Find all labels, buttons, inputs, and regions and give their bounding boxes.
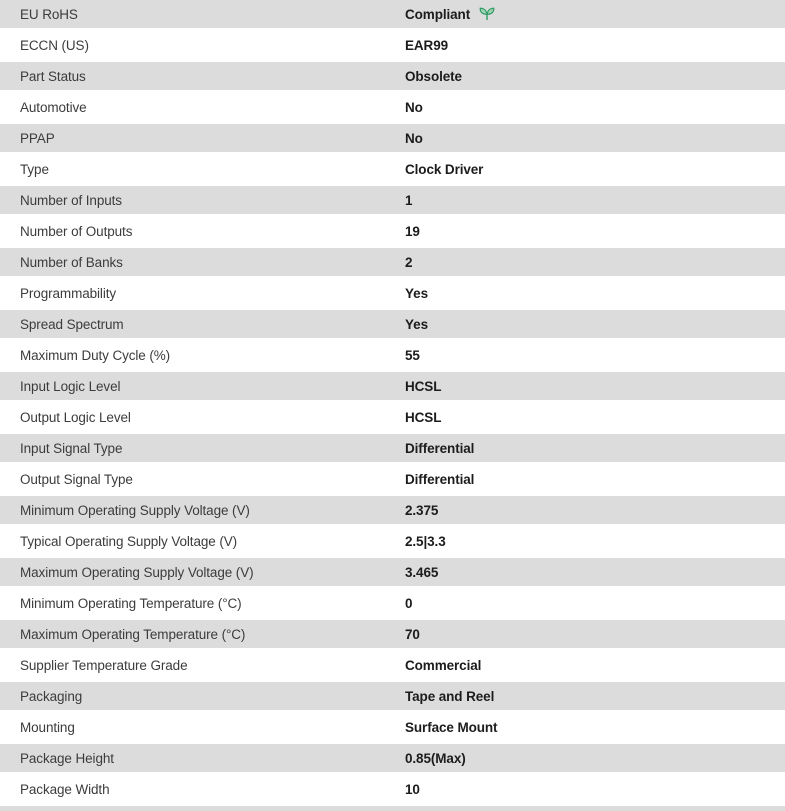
spec-label: Supplier Temperature Grade (20, 657, 188, 673)
spec-value-text: No (405, 130, 423, 146)
leaf-icon (479, 7, 495, 21)
table-row (0, 651, 785, 682)
spec-label: ECCN (US) (20, 37, 89, 53)
spec-value-text: 10 (405, 781, 420, 797)
table-row (0, 744, 785, 775)
table-row (0, 558, 785, 589)
spec-label: Maximum Operating Temperature (°C) (20, 626, 246, 642)
spec-value (405, 720, 785, 735)
spec-label: Output Signal Type (20, 471, 133, 487)
spec-value-text: 1 (405, 192, 413, 208)
spec-value (405, 69, 785, 84)
spec-value (405, 751, 785, 766)
spec-label: Number of Inputs (20, 192, 122, 208)
table-row (0, 527, 785, 558)
spec-value (405, 348, 785, 363)
spec-label: Package Height (20, 750, 114, 766)
table-row (0, 465, 785, 496)
spec-value (405, 472, 785, 487)
spec-label: Spread Spectrum (20, 316, 124, 332)
spec-label: Minimum Operating Supply Voltage (V) (20, 502, 250, 518)
spec-label: Output Logic Level (20, 409, 131, 425)
spec-label: Package Width (20, 781, 110, 797)
table-row (0, 372, 785, 403)
spec-label: Input Signal Type (20, 440, 123, 456)
spec-value (405, 7, 785, 22)
table-row (0, 403, 785, 434)
partial-next-row (0, 806, 785, 811)
table-row (0, 155, 785, 186)
spec-value (405, 658, 785, 673)
spec-value (405, 317, 785, 332)
spec-value (405, 255, 785, 270)
spec-value-text: HCSL (405, 409, 442, 425)
table-row (0, 186, 785, 217)
table-row (0, 62, 785, 93)
spec-label: Maximum Duty Cycle (%) (20, 347, 171, 363)
table-row (0, 496, 785, 527)
table-row (0, 775, 785, 806)
spec-value (405, 627, 785, 642)
table-row (0, 217, 785, 248)
spec-value-text: Differential (405, 471, 475, 487)
spec-label: Typical Operating Supply Voltage (V) (20, 533, 238, 549)
spec-value-text: Obsolete (405, 68, 462, 84)
table-row (0, 713, 785, 744)
spec-value-text: 0.85(Max) (405, 750, 466, 766)
spec-label: Maximum Operating Supply Voltage (V) (20, 564, 254, 580)
spec-value (405, 565, 785, 580)
spec-value (405, 689, 785, 704)
table-row (0, 248, 785, 279)
table-row (0, 434, 785, 465)
spec-label: Number of Banks (20, 254, 123, 270)
spec-label: Automotive (20, 99, 87, 115)
spec-value-text: 0 (405, 595, 413, 611)
spec-label: EU RoHS (20, 6, 78, 22)
spec-value-text: 19 (405, 223, 420, 239)
table-row (0, 589, 785, 620)
table-row (0, 93, 785, 124)
table-row (0, 682, 785, 713)
spec-value-text: No (405, 99, 423, 115)
spec-label: Mounting (20, 719, 75, 735)
spec-value-text: Commercial (405, 657, 482, 673)
spec-value (405, 224, 785, 239)
spec-label: Programmability (20, 285, 117, 301)
spec-value (405, 193, 785, 208)
spec-value-text: Surface Mount (405, 719, 498, 735)
spec-value (405, 441, 785, 456)
spec-value (405, 596, 785, 611)
spec-value-text: 2.5|3.3 (405, 533, 446, 549)
spec-label: Number of Outputs (20, 223, 133, 239)
spec-label: PPAP (20, 130, 55, 146)
spec-value-text: EAR99 (405, 37, 449, 53)
table-row (0, 310, 785, 341)
table-row (0, 279, 785, 310)
table-row (0, 124, 785, 155)
spec-value (405, 286, 785, 301)
table-row (0, 620, 785, 651)
spec-value (405, 379, 785, 394)
spec-value (405, 100, 785, 115)
spec-label: Packaging (20, 688, 83, 704)
spec-value (405, 162, 785, 177)
spec-label: Type (20, 161, 49, 177)
spec-label: Minimum Operating Temperature (°C) (20, 595, 242, 611)
spec-value-text: 55 (405, 347, 420, 363)
spec-value-text: 2.375 (405, 502, 439, 518)
spec-value (405, 38, 785, 53)
table-row (0, 31, 785, 62)
spec-value-text: Yes (405, 316, 428, 332)
spec-value (405, 534, 785, 549)
spec-value-text: 2 (405, 254, 413, 270)
table-row (0, 341, 785, 372)
spec-value-text: Tape and Reel (405, 688, 495, 704)
spec-label: Part Status (20, 68, 86, 84)
spec-value-text: 3.465 (405, 564, 439, 580)
spec-label: Input Logic Level (20, 378, 121, 394)
table-row (0, 0, 785, 31)
spec-value-text: Compliant (405, 6, 471, 22)
spec-value (405, 131, 785, 146)
spec-value-text: HCSL (405, 378, 442, 394)
spec-value-text: Differential (405, 440, 475, 456)
spec-value (405, 782, 785, 797)
spec-value-text: Yes (405, 285, 428, 301)
spec-value (405, 503, 785, 518)
spec-value (405, 410, 785, 425)
spec-value-text: 70 (405, 626, 420, 642)
spec-value-text: Clock Driver (405, 161, 484, 177)
